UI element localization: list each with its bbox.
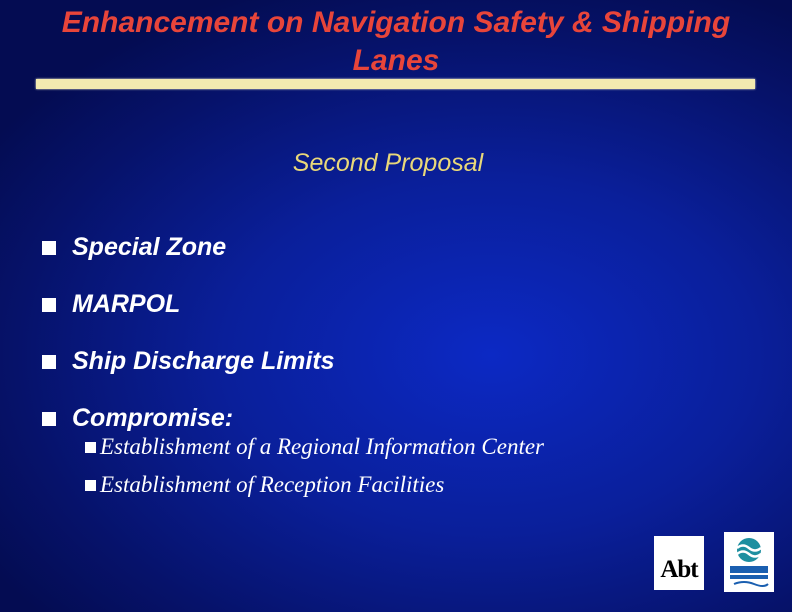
bullet-list	[42, 219, 335, 447]
bullet-text: Compromise:	[72, 404, 234, 432]
abt-logo	[654, 536, 704, 590]
woods-hole-logo	[724, 532, 774, 592]
title-underline	[36, 79, 755, 89]
square-bullet-icon	[42, 241, 56, 255]
bullet-text: MARPOL	[72, 290, 181, 318]
square-bullet-icon	[42, 355, 56, 369]
sub-bullet-list	[85, 428, 544, 504]
sub-bullet-text: Establishment of a Regional Information Center	[100, 434, 544, 459]
woods-hole-logo-graphic	[724, 532, 774, 592]
sub-bullet-text: Establishment of Reception Facilities	[100, 472, 445, 497]
bullet-item	[42, 219, 335, 276]
square-bullet-icon	[85, 442, 96, 453]
bullet-text: Special Zone	[72, 233, 227, 261]
abt-logo-text: Abt	[660, 556, 698, 583]
square-bullet-icon	[42, 412, 56, 426]
sub-bullet-item	[85, 428, 544, 466]
square-bullet-icon	[85, 480, 96, 491]
slide-subtitle: Second Proposal	[292, 149, 484, 177]
bullet-item	[42, 333, 335, 390]
bullet-text: Ship Discharge Limits	[72, 347, 335, 375]
sub-bullet-item	[85, 466, 544, 504]
bullet-item	[42, 276, 335, 333]
square-bullet-icon	[42, 298, 56, 312]
slide-title: Enhancement on Navigation Safety & Shipping Lanes	[61, 6, 731, 77]
